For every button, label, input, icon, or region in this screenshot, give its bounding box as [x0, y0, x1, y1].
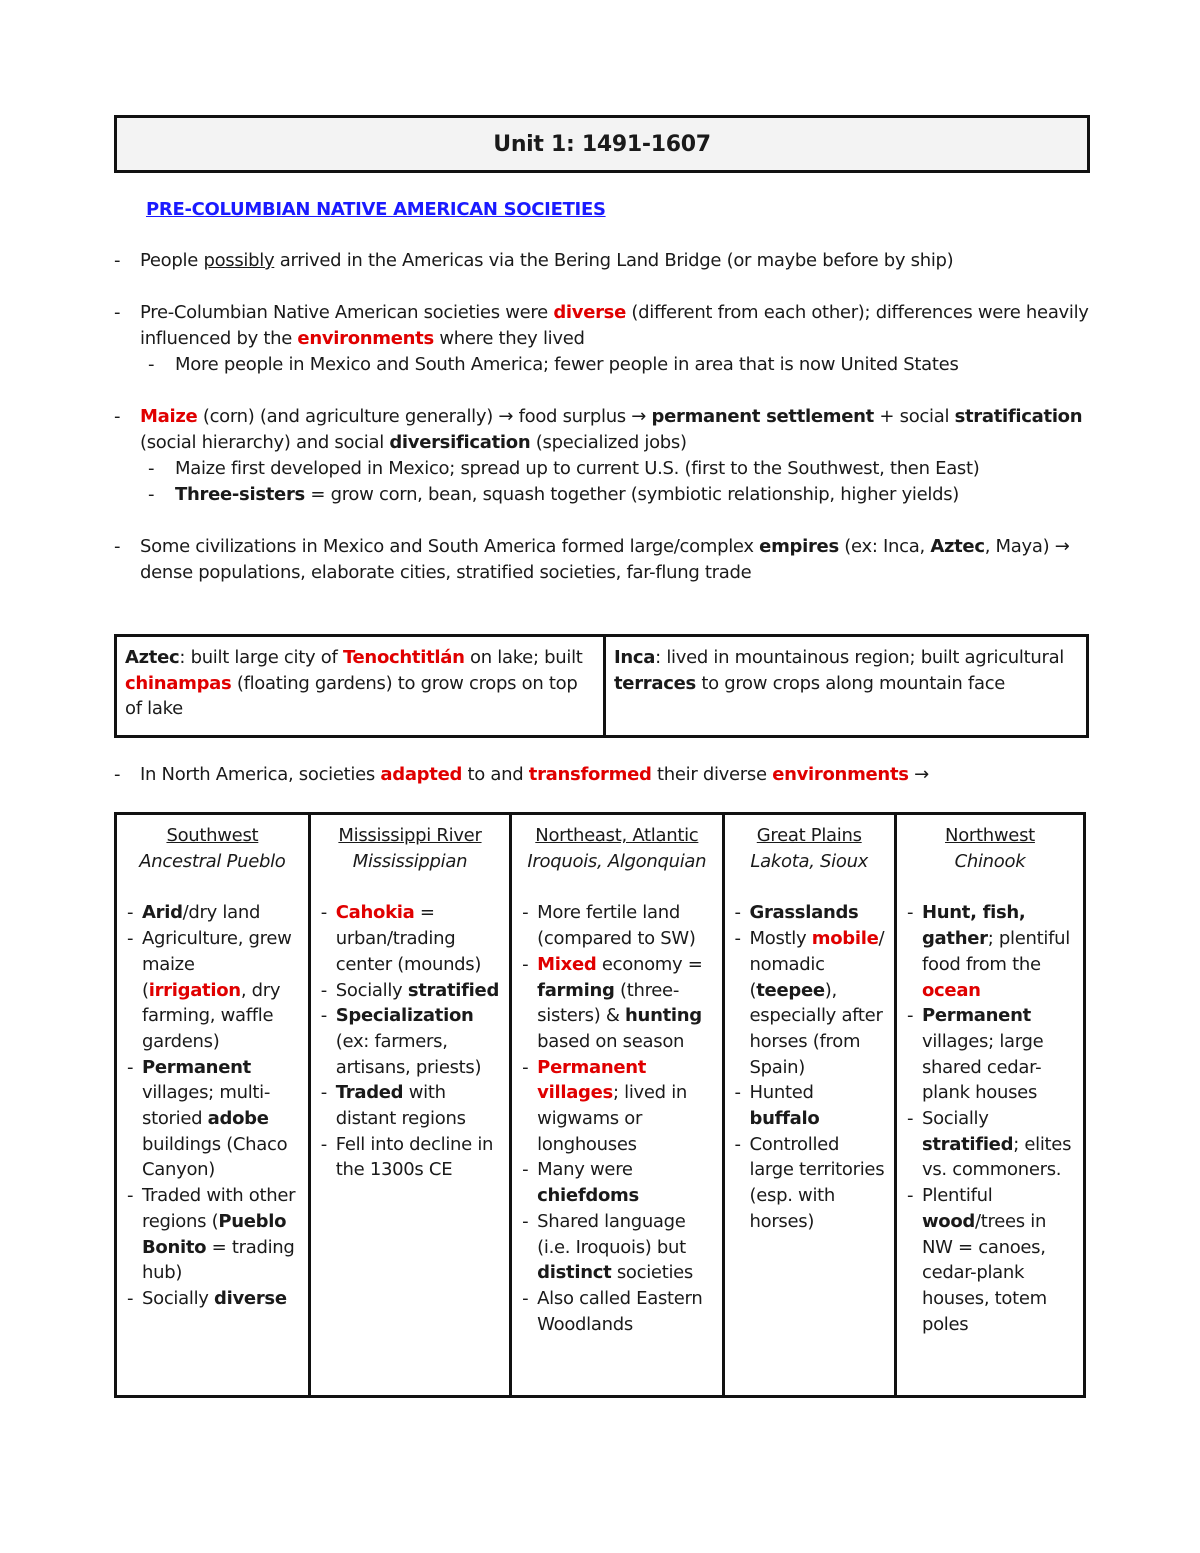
- text-run: Mostly: [749, 928, 812, 950]
- text-run: on lake; built: [464, 647, 583, 668]
- region-fact: [520, 1157, 713, 1208]
- region-fact: [520, 1055, 713, 1158]
- region-fact: [125, 1183, 300, 1286]
- region-fact: [520, 900, 713, 951]
- bullet-item: [114, 248, 1089, 274]
- north-america-bullet-block: [114, 762, 1089, 788]
- text-run: villages; multi-storied: [142, 1082, 271, 1130]
- sub-bullet-item: [114, 482, 1089, 508]
- region-facts: [319, 900, 501, 1183]
- text-run: (specialized jobs): [530, 432, 687, 453]
- bold-term: Arid: [142, 902, 183, 924]
- highlight-term: environments: [772, 764, 909, 785]
- text-run: = grow corn, bean, squash together (symbiotic relationship, higher yields): [304, 484, 960, 505]
- region-fact: [733, 1132, 886, 1235]
- text-run: Fell into decline in the 1300s CE: [335, 1133, 494, 1181]
- highlight-term: transformed: [528, 764, 652, 785]
- region-name: Great Plains: [756, 825, 862, 846]
- region-fact: [520, 952, 713, 1055]
- region-peoples: Lakota, Sioux: [750, 850, 869, 872]
- bold-term: chiefdoms: [537, 1185, 639, 1207]
- region-fact: [319, 978, 501, 1004]
- region-fact: [905, 900, 1075, 1003]
- regions-table: [114, 812, 1086, 1398]
- highlight-term: environments: [297, 328, 434, 349]
- text-run: : lived in mountainous region; built agricultural: [655, 647, 1065, 668]
- region-name: Northeast, Atlantic: [535, 825, 699, 846]
- text-run: Maize first developed in Mexico; spread up to current U.S. (first to the Southwest, then East): [175, 458, 980, 479]
- text-run: (three-sisters) &: [537, 979, 680, 1027]
- region-fact: [905, 1003, 1075, 1106]
- sub-bullet-item: [114, 352, 1089, 378]
- highlight-term: irrigation: [148, 979, 241, 1001]
- region-peoples: Iroquois, Algonquian: [527, 850, 707, 872]
- bold-term: diversification: [389, 432, 531, 453]
- bold-term: Inca: [614, 647, 656, 668]
- bold-term: distinct: [537, 1262, 612, 1284]
- text-run: societies: [611, 1262, 694, 1284]
- text-run: to and: [462, 764, 529, 785]
- region-cell-southwest: [116, 814, 310, 1397]
- bold-term: Aztec: [125, 647, 180, 668]
- text-run: their diverse: [651, 764, 773, 785]
- region-facts: [125, 900, 300, 1311]
- region-fact: [125, 926, 300, 1055]
- north-america-bullet: [114, 762, 1089, 788]
- text-run: Plentiful: [921, 1185, 993, 1207]
- text-run: + social: [874, 406, 955, 427]
- region-fact: [733, 926, 886, 1080]
- highlight-term: Maize: [140, 406, 198, 427]
- text-run: Socially: [921, 1108, 989, 1130]
- region-facts: [905, 900, 1075, 1337]
- highlight-term: Tenochtitlán: [342, 647, 465, 668]
- highlight-term: Mixed: [537, 953, 597, 975]
- bold-term: adobe: [207, 1108, 269, 1130]
- text-run: /dry land: [182, 902, 261, 924]
- region-cell-mississippi-river: [309, 814, 510, 1397]
- text-run: Shared language (i.e. Iroquois) but: [537, 1210, 686, 1258]
- region-cell-great-plains: [723, 814, 895, 1397]
- region-fact: [125, 1286, 300, 1312]
- text-run: economy =: [596, 953, 703, 975]
- bold-term: stratified: [407, 979, 500, 1001]
- bold-term: hunting: [625, 1005, 702, 1027]
- empires-table: [114, 634, 1089, 738]
- text-run: / nomadic (: [749, 928, 885, 1001]
- region-fact: [520, 1209, 713, 1286]
- bullet-item: [114, 534, 1089, 586]
- bold-term: farming: [537, 979, 615, 1001]
- text-run: , dry farming, waffle gardens): [142, 979, 281, 1052]
- region-facts: [520, 900, 713, 1337]
- text-run: Controlled large territories (esp. with horses): [749, 1133, 885, 1232]
- region-fact: [905, 1106, 1075, 1183]
- text-run: More people in Mexico and South America; fewer people in area that is now United States: [175, 354, 959, 375]
- bold-term: Permanent: [142, 1056, 251, 1078]
- bullet-item: [114, 404, 1089, 456]
- bold-term: stratified: [921, 1133, 1014, 1155]
- text-run: ; lived in wigwams or longhouses: [537, 1082, 688, 1155]
- bullet-item: [114, 300, 1089, 352]
- section-heading-link[interactable]: PRE-COLUMBIAN NATIVE AMERICAN SOCIETIES: [146, 199, 606, 220]
- text-run: Traded with other regions (: [142, 1185, 296, 1232]
- bold-term: Grasslands: [749, 902, 859, 924]
- bold-term: terraces: [614, 672, 696, 694]
- bold-term: Hunt, fish, gather: [921, 902, 1026, 950]
- text-run: ), especially after horses (from Spain): [749, 979, 883, 1078]
- region-cell-northwest: [895, 814, 1084, 1397]
- text-run: ; elites vs. commoners.: [921, 1133, 1072, 1181]
- unit-title: Unit 1: 1491-1607: [493, 131, 711, 157]
- text-run: (social hierarchy) and social: [140, 432, 390, 453]
- region-fact: [733, 900, 886, 926]
- text-run: (floating gardens) to grow crops on top of lake: [125, 672, 578, 720]
- highlight-term: ocean: [921, 979, 981, 1001]
- bold-term: teepee: [756, 979, 825, 1001]
- highlight-term: Permanent villages: [537, 1056, 647, 1104]
- text-run: villages; large shared cedar-plank houses: [921, 1030, 1044, 1104]
- unit-title-box: [114, 115, 1090, 173]
- text-run: Socially: [335, 979, 408, 1001]
- region-fact: [520, 1286, 713, 1337]
- highlight-term: adapted: [380, 764, 463, 785]
- region-name: Mississippi River: [338, 825, 482, 846]
- region-peoples: Mississippian: [352, 850, 468, 872]
- region-fact: [733, 1080, 886, 1131]
- text-run: /trees in NW = canoes, cedar-plank houses, totem poles: [921, 1210, 1047, 1335]
- text-run: to grow crops along mountain face: [695, 672, 1006, 694]
- text-run: (corn) (and agriculture generally) → food surplus →: [197, 406, 652, 427]
- bold-term: Three-sisters: [175, 484, 305, 505]
- region-peoples: Chinook: [954, 850, 1026, 872]
- text-run: (different from each other); differences were heavily influenced by the: [140, 302, 1089, 349]
- text-run: = trading hub): [142, 1236, 295, 1284]
- text-run: →: [908, 764, 929, 785]
- text-run: More fertile land (compared to SW): [537, 902, 696, 950]
- text-run: ; plentiful food from the: [921, 928, 1070, 975]
- text-run: Pre-Columbian Native American societies were: [140, 302, 554, 323]
- text-run: with distant regions: [335, 1082, 466, 1130]
- text-run: possibly: [203, 250, 275, 271]
- bold-term: Pueblo Bonito: [142, 1210, 287, 1258]
- region-fact: [905, 1183, 1075, 1337]
- text-run: Many were: [537, 1159, 633, 1181]
- region-name: Northwest: [945, 825, 1035, 846]
- bold-term: diverse: [214, 1287, 287, 1309]
- text-run: based on season: [537, 1030, 685, 1052]
- text-run: where they lived: [433, 328, 585, 349]
- region-name: Southwest: [166, 825, 259, 846]
- text-run: In North America, societies: [140, 764, 381, 785]
- text-run: buildings (Chaco Canyon): [142, 1133, 288, 1181]
- highlight-term: chinampas: [125, 672, 232, 694]
- region-fact: [319, 1003, 501, 1080]
- bold-term: wood: [921, 1210, 976, 1232]
- region-fact: [125, 900, 300, 926]
- text-run: Some civilizations in Mexico and South America formed large/complex: [140, 536, 760, 557]
- bold-term: Specialization: [335, 1005, 474, 1027]
- text-run: Agriculture, grew maize (: [142, 928, 292, 1001]
- sub-bullet-item: [114, 456, 1089, 482]
- text-run: People: [140, 250, 204, 271]
- bold-term: stratification: [954, 406, 1083, 427]
- bold-term: Traded: [335, 1082, 404, 1104]
- text-run: Also called Eastern Woodlands: [537, 1287, 703, 1335]
- bold-term: Aztec: [930, 536, 985, 557]
- text-run: : built large city of: [179, 647, 343, 668]
- text-run: (ex: farmers, artisans, priests): [335, 1030, 482, 1078]
- highlight-term: mobile: [811, 928, 879, 950]
- text-run: arrived in the Americas via the Bering Land Bridge (or maybe before by ship): [274, 250, 954, 271]
- highlight-term: diverse: [553, 302, 627, 323]
- text-run: (ex: Inca,: [838, 536, 931, 557]
- text-run: , Maya) → dense populations, elaborate cities, stratified societies, far-flung trade: [140, 536, 1070, 583]
- highlight-term: Cahokia: [335, 902, 415, 924]
- region-fact: [319, 1080, 501, 1131]
- region-facts: [733, 900, 886, 1234]
- region-peoples: Ancestral Pueblo: [139, 850, 286, 872]
- intro-bullets: [114, 248, 1089, 586]
- text-run: = urban/trading center (mounds): [335, 902, 482, 975]
- inca-cell: [605, 636, 1088, 737]
- aztec-cell: [116, 636, 605, 737]
- bold-term: empires: [759, 536, 839, 557]
- region-fact: [319, 1132, 501, 1183]
- bold-term: buffalo: [749, 1108, 820, 1130]
- text-run: Socially: [142, 1287, 215, 1309]
- bold-term: Permanent: [921, 1005, 1031, 1027]
- bold-term: permanent settlement: [651, 406, 874, 427]
- text-run: Hunted: [749, 1082, 814, 1104]
- region-cell-northeast-atlantic: [511, 814, 723, 1397]
- region-fact: [319, 900, 501, 977]
- region-fact: [125, 1055, 300, 1184]
